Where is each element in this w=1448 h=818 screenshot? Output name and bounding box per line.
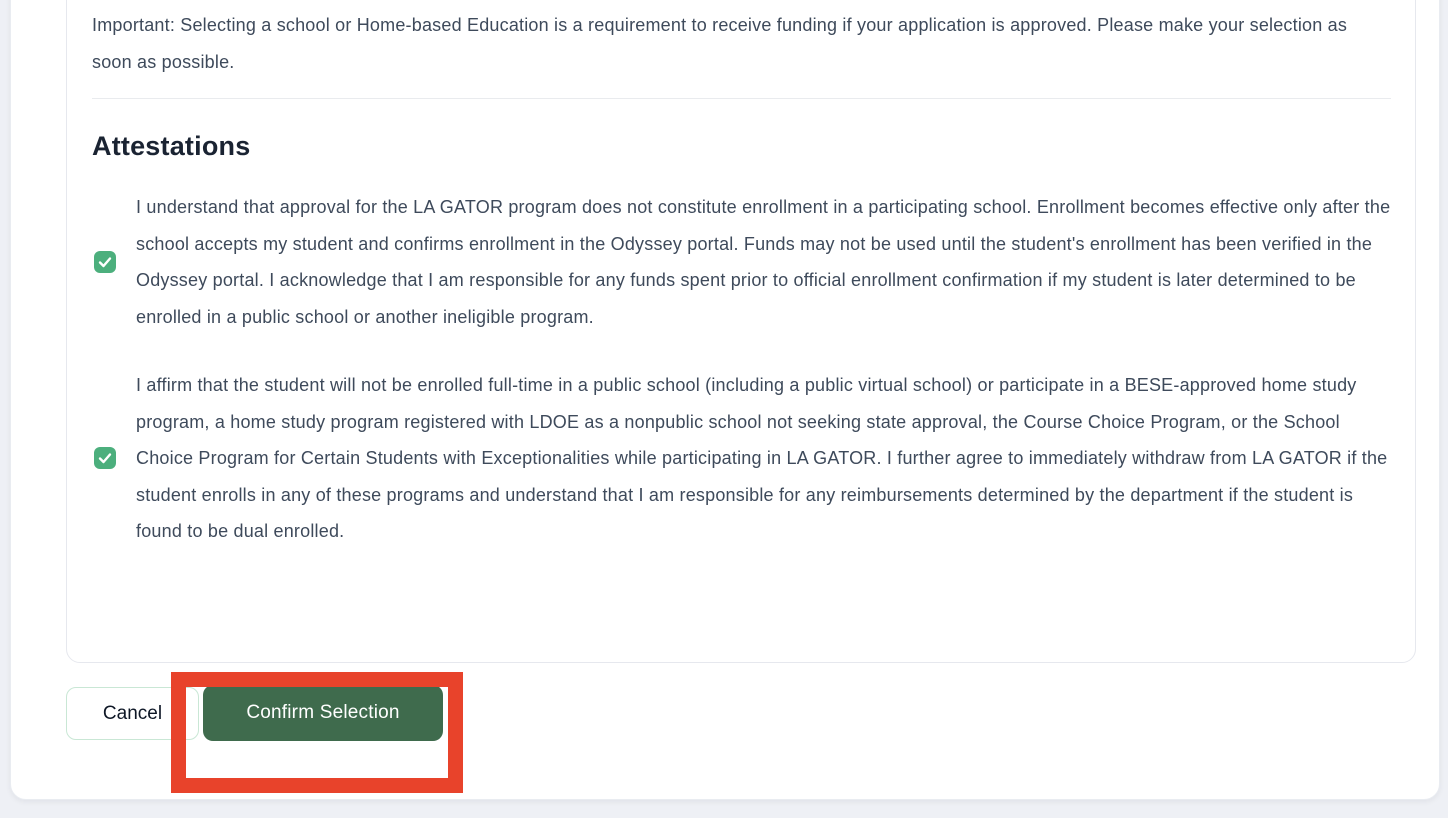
attestation-item	[92, 189, 1391, 335]
divider	[92, 98, 1391, 99]
attestation-checkbox[interactable]	[94, 447, 116, 469]
cancel-button[interactable]: Cancel	[66, 687, 199, 740]
card-content	[67, 0, 1415, 550]
check-icon	[97, 254, 113, 270]
attestation-text: I understand that approval for the LA GATOR program does not constitute enrollment in a participating school. Enrollment becomes effective only after the school accepts my student and confirms enrollment in the Odyssey portal. Funds may not be used until the student's enrollment has been verified in the Odyssey portal. I acknowledge that I am responsible for any funds spent prior to official enrollment confirmation if my student is later determined to be enrolled in a public school or another ineligible program.	[136, 197, 1391, 327]
attestation-item	[92, 367, 1391, 550]
attestation-text: I affirm that the student will not be enrolled full-time in a public school (including a public virtual school) or participate in a BESE-approved home study program, a home study program registered with LDOE as a nonpublic school not seeking state approval, the Course Choice Program, or the School Choice Program for Certain Students with Exceptionalities while participating in LA GATOR. I further agree to immediately withdraw from LA GATOR if the student enrolls in any of these programs and understand that I am responsible for any reimbursements determined by the department if the student is found to be dual enrolled.	[136, 375, 1388, 541]
attestation-checkbox[interactable]	[94, 251, 116, 273]
important-notice: Important: Selecting a school or Home-based Education is a requirement to receive funding if your application is approved. Please make your selection as soon as possible.	[92, 15, 1348, 72]
confirm-selection-button[interactable]: Confirm Selection	[203, 685, 443, 741]
content-panel	[10, 0, 1440, 800]
attestations-card	[66, 0, 1416, 663]
attestations-heading: Attestations	[92, 131, 251, 161]
check-icon	[97, 450, 113, 466]
